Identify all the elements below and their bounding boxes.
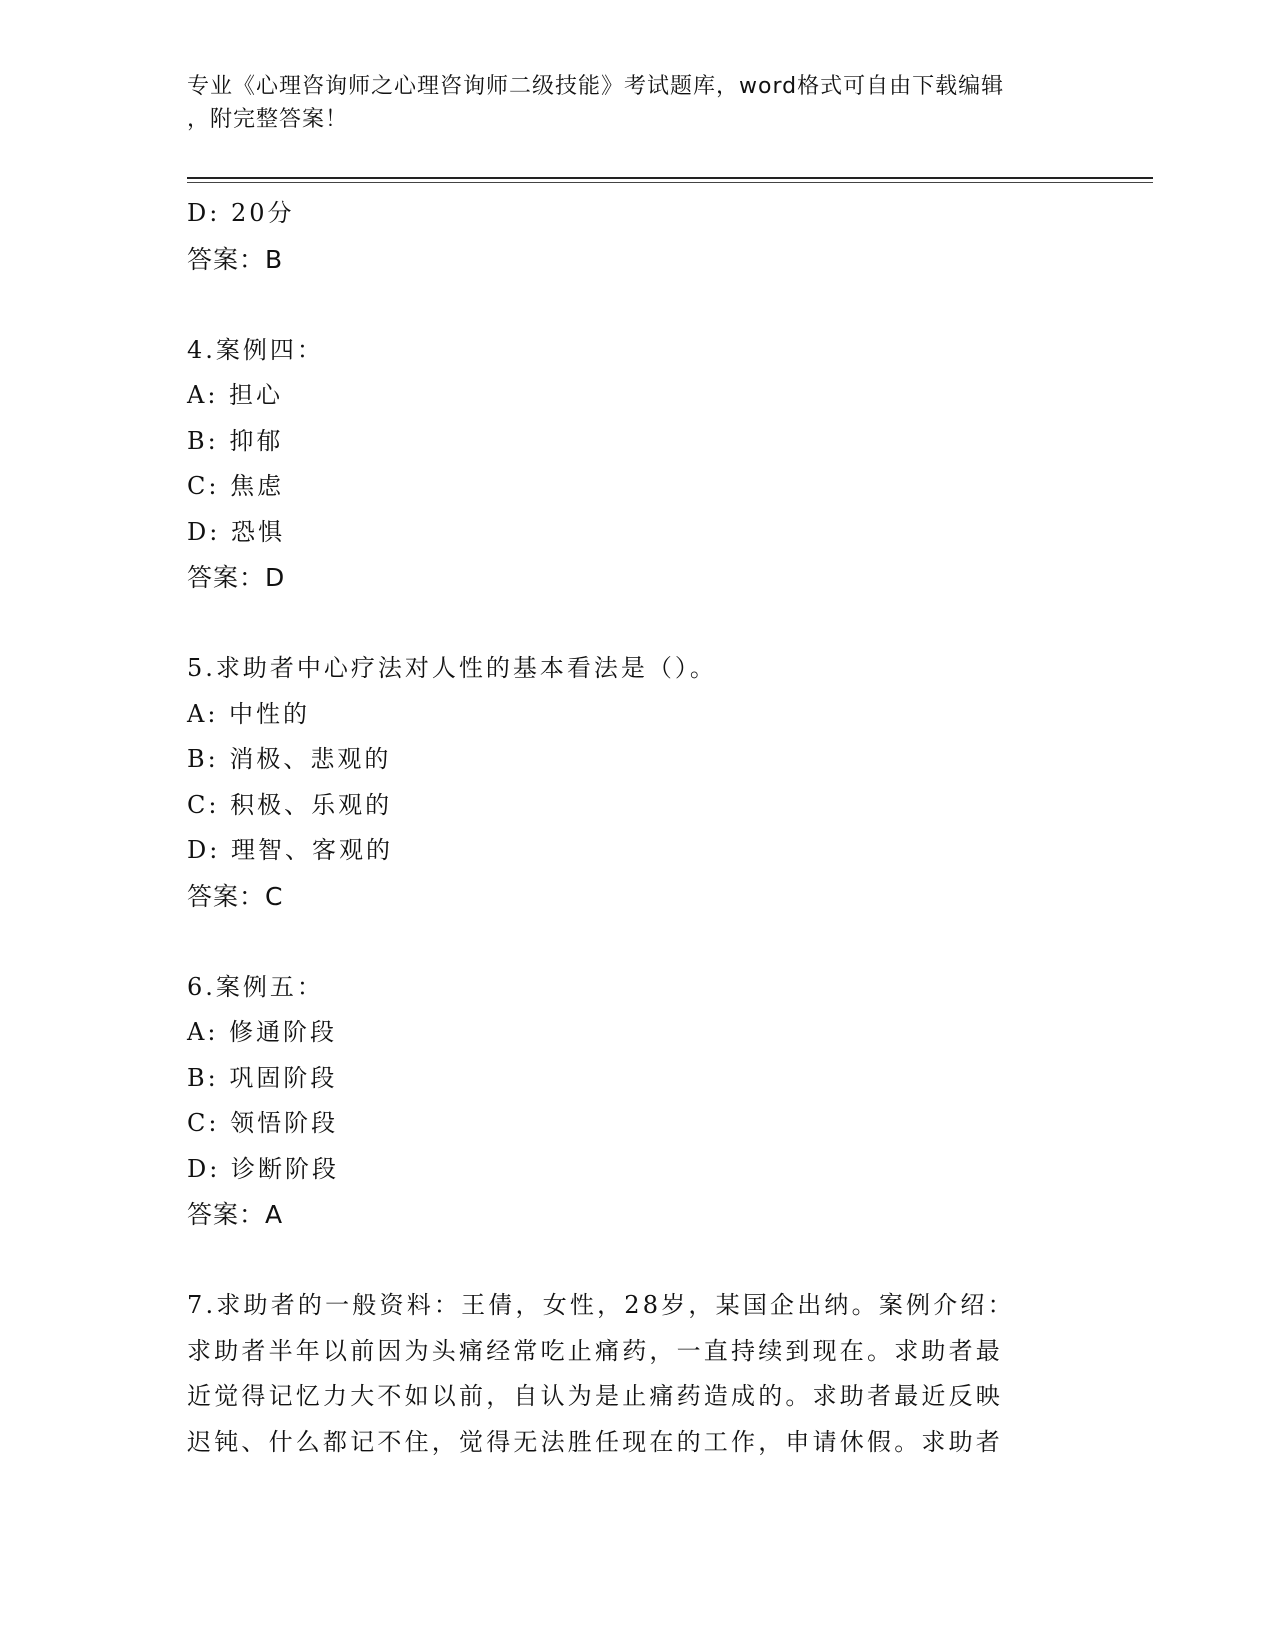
question-stem-line: 近觉得记忆力大不如以前，自认为是止痛药造成的。求助者最近反映 xyxy=(187,1382,1003,1410)
answer-line: 答案：C xyxy=(187,881,284,911)
question-5 xyxy=(187,646,1067,919)
option-b: B: 抑郁 xyxy=(187,426,284,455)
answer-line: 答案：D xyxy=(187,563,286,592)
option-a: A: 修通阶段 xyxy=(187,1018,338,1046)
option-d: D: 20分 xyxy=(187,199,295,227)
header-divider-thick xyxy=(187,177,1153,179)
option-a: A: 担心 xyxy=(187,381,284,409)
question-7 xyxy=(187,1283,1067,1465)
option-c: C: 焦虑 xyxy=(187,472,285,500)
option-a: A: 中性的 xyxy=(187,699,311,728)
question-stem: 4.案例四： xyxy=(187,335,324,364)
document-header xyxy=(187,70,1067,136)
spacer xyxy=(187,1238,1067,1284)
question-stem-line: 迟钝、什么都记不住，觉得无法胜任现在的工作，申请休假。求助者 xyxy=(187,1427,1003,1456)
header-title-line-continued: ，附完整答案！ xyxy=(187,107,349,132)
answer-line: 答案：B xyxy=(187,244,284,274)
option-d: D: 恐惧 xyxy=(187,517,285,546)
question-list xyxy=(187,191,1067,1465)
question-stem: 6.案例五： xyxy=(187,972,324,1001)
question-stem-line: 求助者半年以前因为头痛经常吃止痛药，一直持续到现在。求助者最 xyxy=(187,1336,1003,1365)
option-d: D: 理智、客观的 xyxy=(187,836,393,864)
question-4 xyxy=(187,328,1067,601)
option-c: C: 积极、乐观的 xyxy=(187,790,393,819)
spacer xyxy=(187,601,1067,647)
question-stem: 5.求助者中心疗法对人性的基本看法是（）。 xyxy=(187,654,717,682)
option-b: B: 消极、悲观的 xyxy=(187,745,392,773)
spacer xyxy=(187,282,1067,328)
option-c: C: 领悟阶段 xyxy=(187,1109,339,1137)
question-6 xyxy=(187,965,1067,1238)
answer-line: 答案：A xyxy=(187,1200,284,1229)
option-d: D: 诊断阶段 xyxy=(187,1154,339,1183)
header-title-line: 专业《心理咨询师之心理咨询师二级技能》考试题库，word格式可自由下载编辑 xyxy=(187,74,1005,99)
spacer xyxy=(187,919,1067,965)
option-b: B: 巩固阶段 xyxy=(187,1063,338,1092)
question-stem-line: 7.求助者的一般资料：王倩，女性，28岁，某国企出纳。案例介绍： xyxy=(187,1291,1015,1319)
header-divider-thin xyxy=(187,182,1153,183)
